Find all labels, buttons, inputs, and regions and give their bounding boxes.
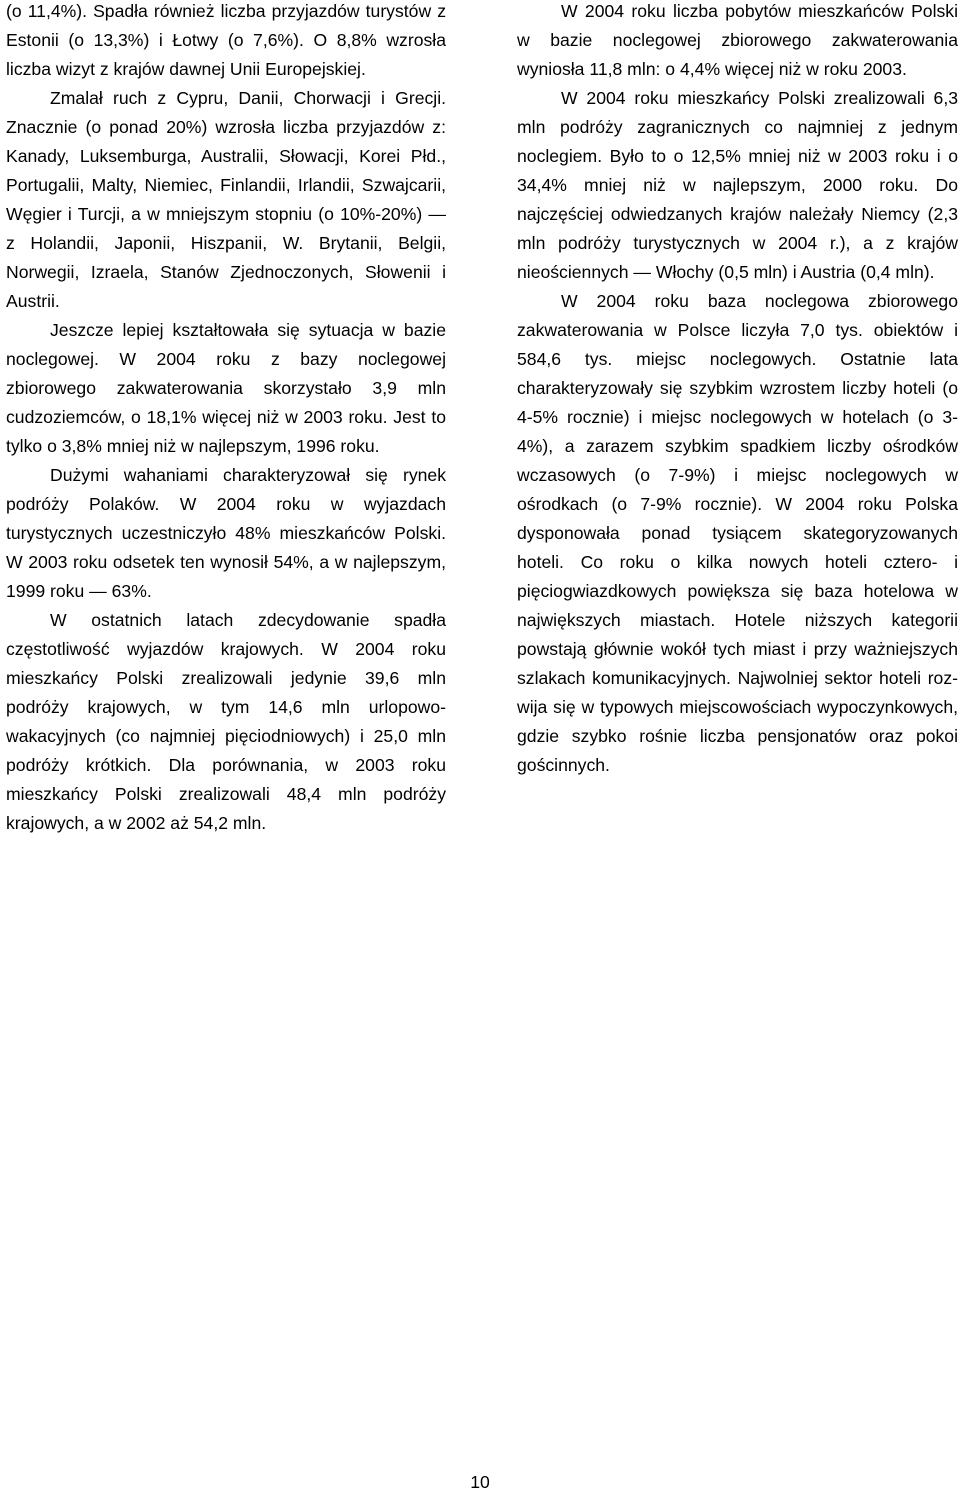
paragraph: (o 11,4%). Spadła również liczba przyjazdów turystów z Estonii (o 13,3%) i Łotwy (o 7,6%). O 8,8% wzrosła liczba wizyt z krajów dawnej Unii Europejskiej.: [6, 1, 446, 79]
left-text-column: [6, 0, 446, 838]
paragraph: W ostatnich latach zdecydowanie spadła częstotliwość wyjazdów krajowych. W 2004 roku mieszkańcy Polski zrealizowali jedynie 39,6 mln podróży krajowych, w tym 14,6 mln urlopowo-wakacyjnych (co najmniej pięciodniowych) i 25,0 mln podróży krótkich. Dla porównania, w 2003 roku mieszkańcy Polski zrealizowali 48,4 mln podróży krajowych, a w 2002 aż 54,2 mln.: [6, 610, 446, 833]
paragraph: Zmalał ruch z Cypru, Danii, Chorwacji i Grecji. Znacznie (o ponad 20%) wzrosła liczba przyjazdów z: Kanady, Luksemburga, Australii, Słowacji, Korei Płd., Portugalii, Malty, Niemiec, Finlandii, Irlandii, Szwajcarii, Węgier i Turcji, a w mniejszym stopniu (o 10%-20%) — z Holandii, Japonii, Hiszpanii, W. Brytanii, Belgii, Norwegii, Izraela, Stanów Zjednoczonych, Słowenii i Austrii.: [6, 88, 446, 311]
paragraph: W 2004 roku baza noclegowa zbiorowego zakwaterowania w Polsce liczyła 7,0 tys. obiektów i 584,6 tys. miejsc noclegowych. Ostatnie lata charakteryzowały się szybkim wzrostem liczby hoteli (o 4-5% rocznie) i miejsc noclegowych w hotelach (o 3-4%), a zarazem szybkim spadkiem liczby ośrodków wczasowych (o 7-9%) i miejsc noclegowych w ośrodkach (o 7-9% rocznie). W 2004 roku Polska dysponowała ponad tysiącem skategoryzowanych hoteli. Co roku o kilka nowych hoteli cztero- i pięciogwiazdkowych powiększa się baza hotelowa w największych miastach. Hotele niższych kategorii powstają głównie wokół tych miast i przy ważniejszych szlakach komunikacyjnych. Najwolniej sektor hoteli rozwija się w typowych miejscowościach wypoczynkowych, gdzie szybko rośnie liczba pensjonatów oraz pokoi gościnnych.: [517, 291, 958, 775]
paragraph: Dużymi wahaniami charakteryzował się rynek podróży Polaków. W 2004 roku w wyjazdach turystycznych uczestniczyło 48% mieszkańców Polski. W 2003 roku odsetek ten wynosił 54%, a w najlepszym, 1999 roku — 63%.: [6, 465, 446, 601]
right-text-column: [517, 0, 958, 780]
paragraph: W 2004 roku liczba pobytów mieszkańców Polski w bazie noclegowej zbiorowego zakwaterowania wyniosła 11,8 mln: o 4,4% więcej niż w roku 2003.: [517, 1, 958, 79]
page-number: 10: [470, 1472, 490, 1492]
paragraph: W 2004 roku mieszkańcy Polski zrealizowali 6,3 mln podróży zagranicznych co najmniej z jednym noclegiem. Było to o 12,5% mniej niż w 2003 roku i o 34,4% mniej niż w najlepszym, 2000 roku. Do najczęściej odwiedzanych krajów należały Niemcy (2,3 mln podróży turystycznych w 2004 r.), a z krajów nieościennych — Włochy (0,5 mln) i Austria (0,4 mln).: [517, 88, 958, 282]
paragraph: Jeszcze lepiej kształtowała się sytuacja w bazie noclegowej. W 2004 roku z bazy noclegowej zbiorowego zakwaterowania skorzystało 3,9 mln cudzoziemców, o 18,1% więcej niż w 2003 roku. Jest to tylko o 3,8% mniej niż w najlepszym, 1996 roku.: [6, 320, 446, 456]
